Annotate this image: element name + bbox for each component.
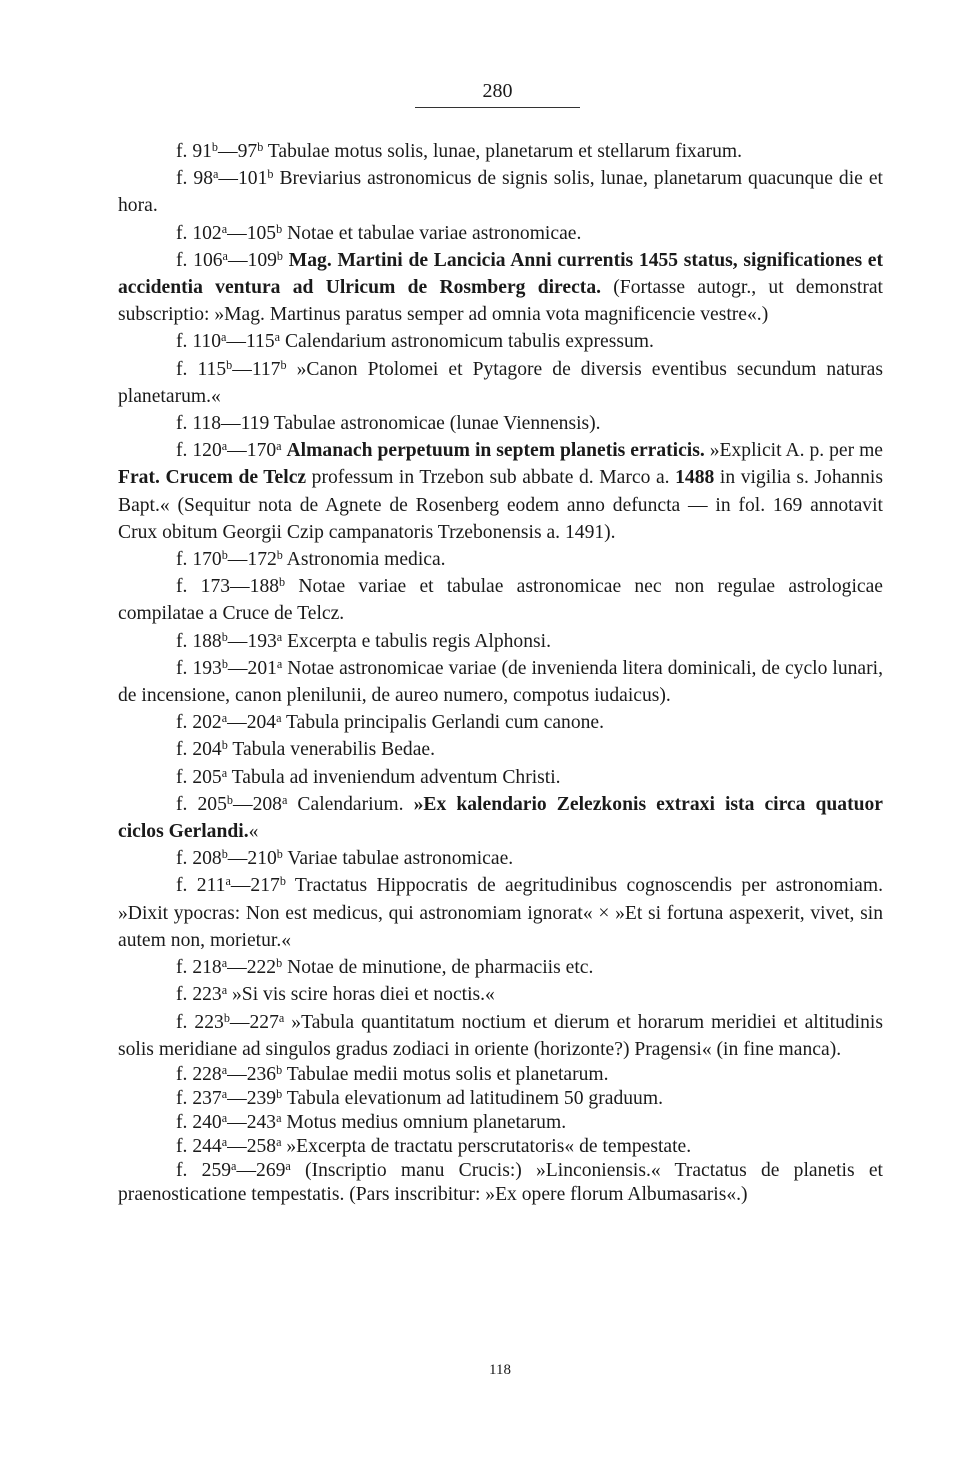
- folio-side-superscript: a: [221, 1086, 228, 1101]
- entry-text: Motus medius omnium planetarum.: [281, 1111, 567, 1133]
- entry-text: —115: [226, 331, 275, 353]
- folio-side-superscript: b: [211, 139, 218, 154]
- entry-text: —217: [230, 875, 280, 897]
- catalogue-entry: [118, 872, 883, 954]
- entry-text: —239: [227, 1087, 277, 1109]
- entry-text: —222: [227, 957, 277, 979]
- catalogue-entry: [118, 1111, 883, 1135]
- entry-text: f. 102: [176, 222, 222, 244]
- entry-text: f. 173—188: [176, 576, 280, 598]
- entry-text: f. 91: [176, 141, 212, 162]
- folio-side-superscript: a: [221, 1110, 228, 1125]
- catalogue-entry: [118, 1159, 883, 1207]
- folio-side-superscript: a: [221, 711, 228, 726]
- entry-text: Tabula venerabilis Bedae.: [227, 739, 435, 761]
- folio-side-superscript: b: [221, 656, 228, 671]
- catalogue-entry: [118, 791, 883, 845]
- folio-side-superscript: b: [221, 629, 228, 644]
- catalogue-entry: [118, 1063, 883, 1087]
- entry-text: f. 188: [176, 630, 222, 652]
- catalogue-entry: [118, 628, 883, 655]
- entry-text: Tabula ad inveniendum adventum Christi.: [227, 766, 561, 788]
- folio-side-superscript: b: [276, 248, 283, 263]
- catalogue-entry: [118, 546, 883, 573]
- catalogue-entry: [118, 437, 883, 546]
- folio-side-superscript: a: [276, 1134, 282, 1149]
- entry-text: f. 120: [176, 440, 222, 462]
- entry-text: f. 237: [176, 1087, 222, 1109]
- folio-side-superscript: b: [223, 1010, 230, 1025]
- folio-side-superscript: a: [276, 439, 282, 454]
- entry-text: professum in Trzebon sub abbate d. Marco a.: [306, 467, 676, 489]
- entry-text: —236: [227, 1063, 277, 1085]
- folio-side-superscript: a: [274, 330, 281, 345]
- entry-text: —269: [236, 1159, 286, 1181]
- folio-side-superscript: b: [221, 738, 228, 753]
- folio-side-superscript: b: [276, 221, 283, 236]
- bold-text: Almanach perpetuum in septem planetis erraticis.: [286, 440, 705, 462]
- entry-text: —105: [227, 222, 277, 244]
- folio-side-superscript: a: [221, 765, 228, 780]
- entry-text: Notae astronomicae variae (de invenienda litera dominicali, de cyclo lunari, de incensione, canon plenilunii, de aureo numero, compotus iudaicus).: [118, 657, 883, 707]
- entry-text: Astronomia medica.: [282, 549, 446, 571]
- catalogue-entry: [118, 1009, 883, 1063]
- folio-side-superscript: a: [231, 1158, 237, 1173]
- entry-text: f. 244: [176, 1135, 222, 1157]
- folio-side-superscript: b: [221, 547, 228, 562]
- entry-text: »Explicit A. p. per me: [704, 440, 884, 462]
- folio-side-superscript: b: [279, 874, 286, 889]
- entry-text: Variae tabulae astronomicae.: [282, 848, 514, 870]
- catalogue-entries: [118, 138, 883, 1207]
- entry-text: —170: [227, 440, 277, 462]
- folio-side-superscript: a: [221, 1134, 228, 1149]
- entry-text: Tractatus Hippocratis de aegritudinibus cognoscendis per astronomiam. »Dixit ypocras: Non est medicus, qui astronomiam ignorat« × »Et si fortuna aspexerit, vivet, sin autem non, morietur.«: [118, 875, 883, 951]
- catalogue-entry: [118, 138, 883, 165]
- footer-sheet-number: 118: [489, 1362, 511, 1378]
- folio-side-superscript: a: [221, 330, 227, 345]
- catalogue-entry: [118, 165, 883, 219]
- page-number: 280: [482, 80, 513, 102]
- entry-text: (Inscriptio manu Crucis:) »Linconiensis.« Tractatus de planetis et praenosticatione tempestatis. (Pars inscribitur: »Ex opere florum Albumasaris«.): [118, 1159, 883, 1205]
- catalogue-entry: [118, 709, 883, 736]
- entry-text: —117: [232, 358, 281, 380]
- entry-text: f. 202: [176, 712, 222, 734]
- bold-text: »Ex kalendario Zelezkonis extraxi ista circa quatuor ciclos Gerlandi.: [118, 793, 884, 843]
- folio-side-superscript: a: [278, 1010, 285, 1025]
- entry-text: f. 228: [176, 1063, 222, 1085]
- entry-text: —101: [218, 168, 268, 190]
- entry-text: «: [248, 821, 259, 843]
- folio-side-superscript: b: [257, 139, 264, 154]
- folio-side-superscript: a: [221, 221, 228, 236]
- entry-text: f. 208: [176, 848, 222, 870]
- folio-side-superscript: b: [267, 167, 274, 182]
- folio-side-superscript: a: [276, 629, 283, 644]
- entry-text: —258: [227, 1135, 277, 1157]
- catalogue-entry: [118, 1135, 883, 1159]
- catalogue-entry: [118, 764, 883, 791]
- entry-text: f. 115: [176, 358, 227, 380]
- header-rule: [415, 107, 580, 108]
- folio-side-superscript: a: [285, 1158, 291, 1173]
- catalogue-entry: [118, 573, 883, 627]
- entry-text: f. 170: [176, 549, 222, 571]
- entry-text: —172: [227, 549, 277, 571]
- folio-side-superscript: b: [276, 847, 283, 862]
- entry-text: f. 223: [176, 1011, 224, 1033]
- folio-side-superscript: b: [226, 792, 233, 807]
- entry-text: —243: [227, 1111, 277, 1133]
- folio-side-superscript: a: [276, 656, 283, 671]
- entry-text: —193: [227, 630, 277, 652]
- folio-side-superscript: a: [222, 248, 228, 263]
- entry-text: f. 259: [176, 1159, 232, 1181]
- entry-text: f. 211: [176, 875, 226, 897]
- folio-side-superscript: a: [213, 167, 219, 182]
- catalogue-entry: [118, 981, 883, 1008]
- folio-side-superscript: a: [281, 792, 288, 807]
- entry-text: Notae variae et tabulae astronomicae nec non regulae astrologicae compilatae a Cruce de Telcz.: [118, 576, 883, 625]
- catalogue-entry: [118, 1087, 883, 1111]
- folio-side-superscript: b: [276, 1086, 283, 1101]
- folio-side-superscript: b: [280, 357, 287, 372]
- entry-text: Breviarius astronomicus de signis solis, lunae, planetarum quacunque die et hora.: [118, 168, 883, 217]
- entry-text: »Tabula quantitatum noctium et dierum et horarum meridiei et altitudinis solis meridiane ad singulos gradus zodiaci in oriente (horizonte?) Pragensi« (in fine manca).: [118, 1011, 883, 1060]
- entry-text: f. 218: [176, 957, 222, 979]
- bold-text: 1488: [675, 467, 715, 489]
- catalogue-entry: [118, 247, 883, 329]
- catalogue-entry: [118, 845, 883, 872]
- catalogue-entry: [118, 356, 883, 410]
- entry-text: —97: [218, 141, 258, 162]
- entry-text: »Si vis scire horas diei et noctis.«: [227, 984, 495, 1006]
- entry-text: —208: [232, 793, 282, 815]
- bold-text: Frat. Crucem de Telcz: [118, 467, 307, 489]
- entry-text: f. 110: [176, 331, 221, 353]
- catalogue-entry: [118, 410, 883, 437]
- folio-side-superscript: b: [226, 357, 233, 372]
- entry-text: »Canon Ptolomei et Pytagore de diversis eventibus secundum naturas planetarum.«: [118, 358, 883, 407]
- entry-text: Tabula elevationum ad latitudinem 50 graduum.: [282, 1087, 663, 1109]
- folio-side-superscript: b: [276, 956, 283, 971]
- entry-text: f. 106: [176, 249, 223, 271]
- entry-text: f. 204: [176, 739, 222, 761]
- catalogue-entry: [118, 220, 883, 247]
- catalogue-entry: [118, 655, 883, 709]
- entry-text: f. 118—119 Tabulae astronomicae (lunae Viennensis).: [176, 413, 601, 435]
- folio-side-superscript: a: [276, 711, 282, 726]
- folio-side-superscript: a: [221, 1062, 228, 1077]
- folio-side-superscript: b: [276, 1062, 283, 1077]
- entry-text: Excerpta e tabulis regis Alphonsi.: [282, 630, 551, 652]
- entry-text: f. 98: [176, 168, 214, 190]
- entry-text: Calendarium.: [287, 793, 414, 815]
- catalogue-entry: [118, 954, 883, 981]
- folio-side-superscript: a: [225, 874, 231, 889]
- folio-side-superscript: a: [221, 983, 228, 998]
- entry-text: f. 223: [176, 984, 222, 1006]
- entry-text: —210: [227, 848, 277, 870]
- folio-side-superscript: b: [276, 547, 283, 562]
- entry-text: f. 193: [176, 657, 222, 679]
- folio-side-superscript: a: [276, 1110, 282, 1125]
- catalogue-entry: [118, 736, 883, 763]
- entry-text: Tabula principalis Gerlandi cum canone.: [281, 712, 605, 734]
- entry-text: —201: [227, 657, 277, 679]
- entry-text: (Fortasse autogr., ut demonstrat subscriptio: »Mag. Martinus paratus semper ad omnia vota magnificencie vestre«.): [118, 277, 883, 326]
- entry-text: Notae et tabulae variae astronomicae.: [282, 222, 582, 244]
- folio-side-superscript: a: [221, 956, 228, 971]
- entry-text: f. 205: [176, 766, 222, 788]
- entry-text: Tabulae motus solis, lunae, planetarum et stellarum fixarum.: [263, 141, 743, 162]
- folio-side-superscript: b: [221, 847, 228, 862]
- entry-text: »Excerpta de tractatu perscrutatoris« de tempestate.: [281, 1135, 692, 1157]
- entry-text: Calendarium astronomicum tabulis expressum.: [280, 331, 654, 353]
- entry-text: f. 240: [176, 1111, 222, 1133]
- entry-text: Tabulae medii motus solis et planetarum.: [282, 1063, 609, 1085]
- folio-side-superscript: a: [221, 439, 228, 454]
- catalogue-entry: [118, 328, 883, 355]
- entry-text: in vigilia s. Johannis Bapt.« (Sequitur nota de Agnete de Rosenberg eodem anno defuncta — in fol. 169 annotavit Crux obitum Georgii Czip campanatoris Trzebonensis a. 1491).: [118, 467, 883, 543]
- entry-text: f. 205: [176, 793, 227, 815]
- entry-text: —227: [229, 1011, 279, 1033]
- folio-side-superscript: b: [279, 575, 286, 590]
- entry-text: Notae de minutione, de pharmaciis etc.: [282, 957, 594, 979]
- entry-text: —204: [227, 712, 277, 734]
- entry-text: —109: [227, 249, 277, 271]
- bold-text: Mag. Martini de Lancicia Anni currentis 1455 status, significationes et accidentia ventura ad Ulricum de Rosmberg directa.: [118, 249, 884, 299]
